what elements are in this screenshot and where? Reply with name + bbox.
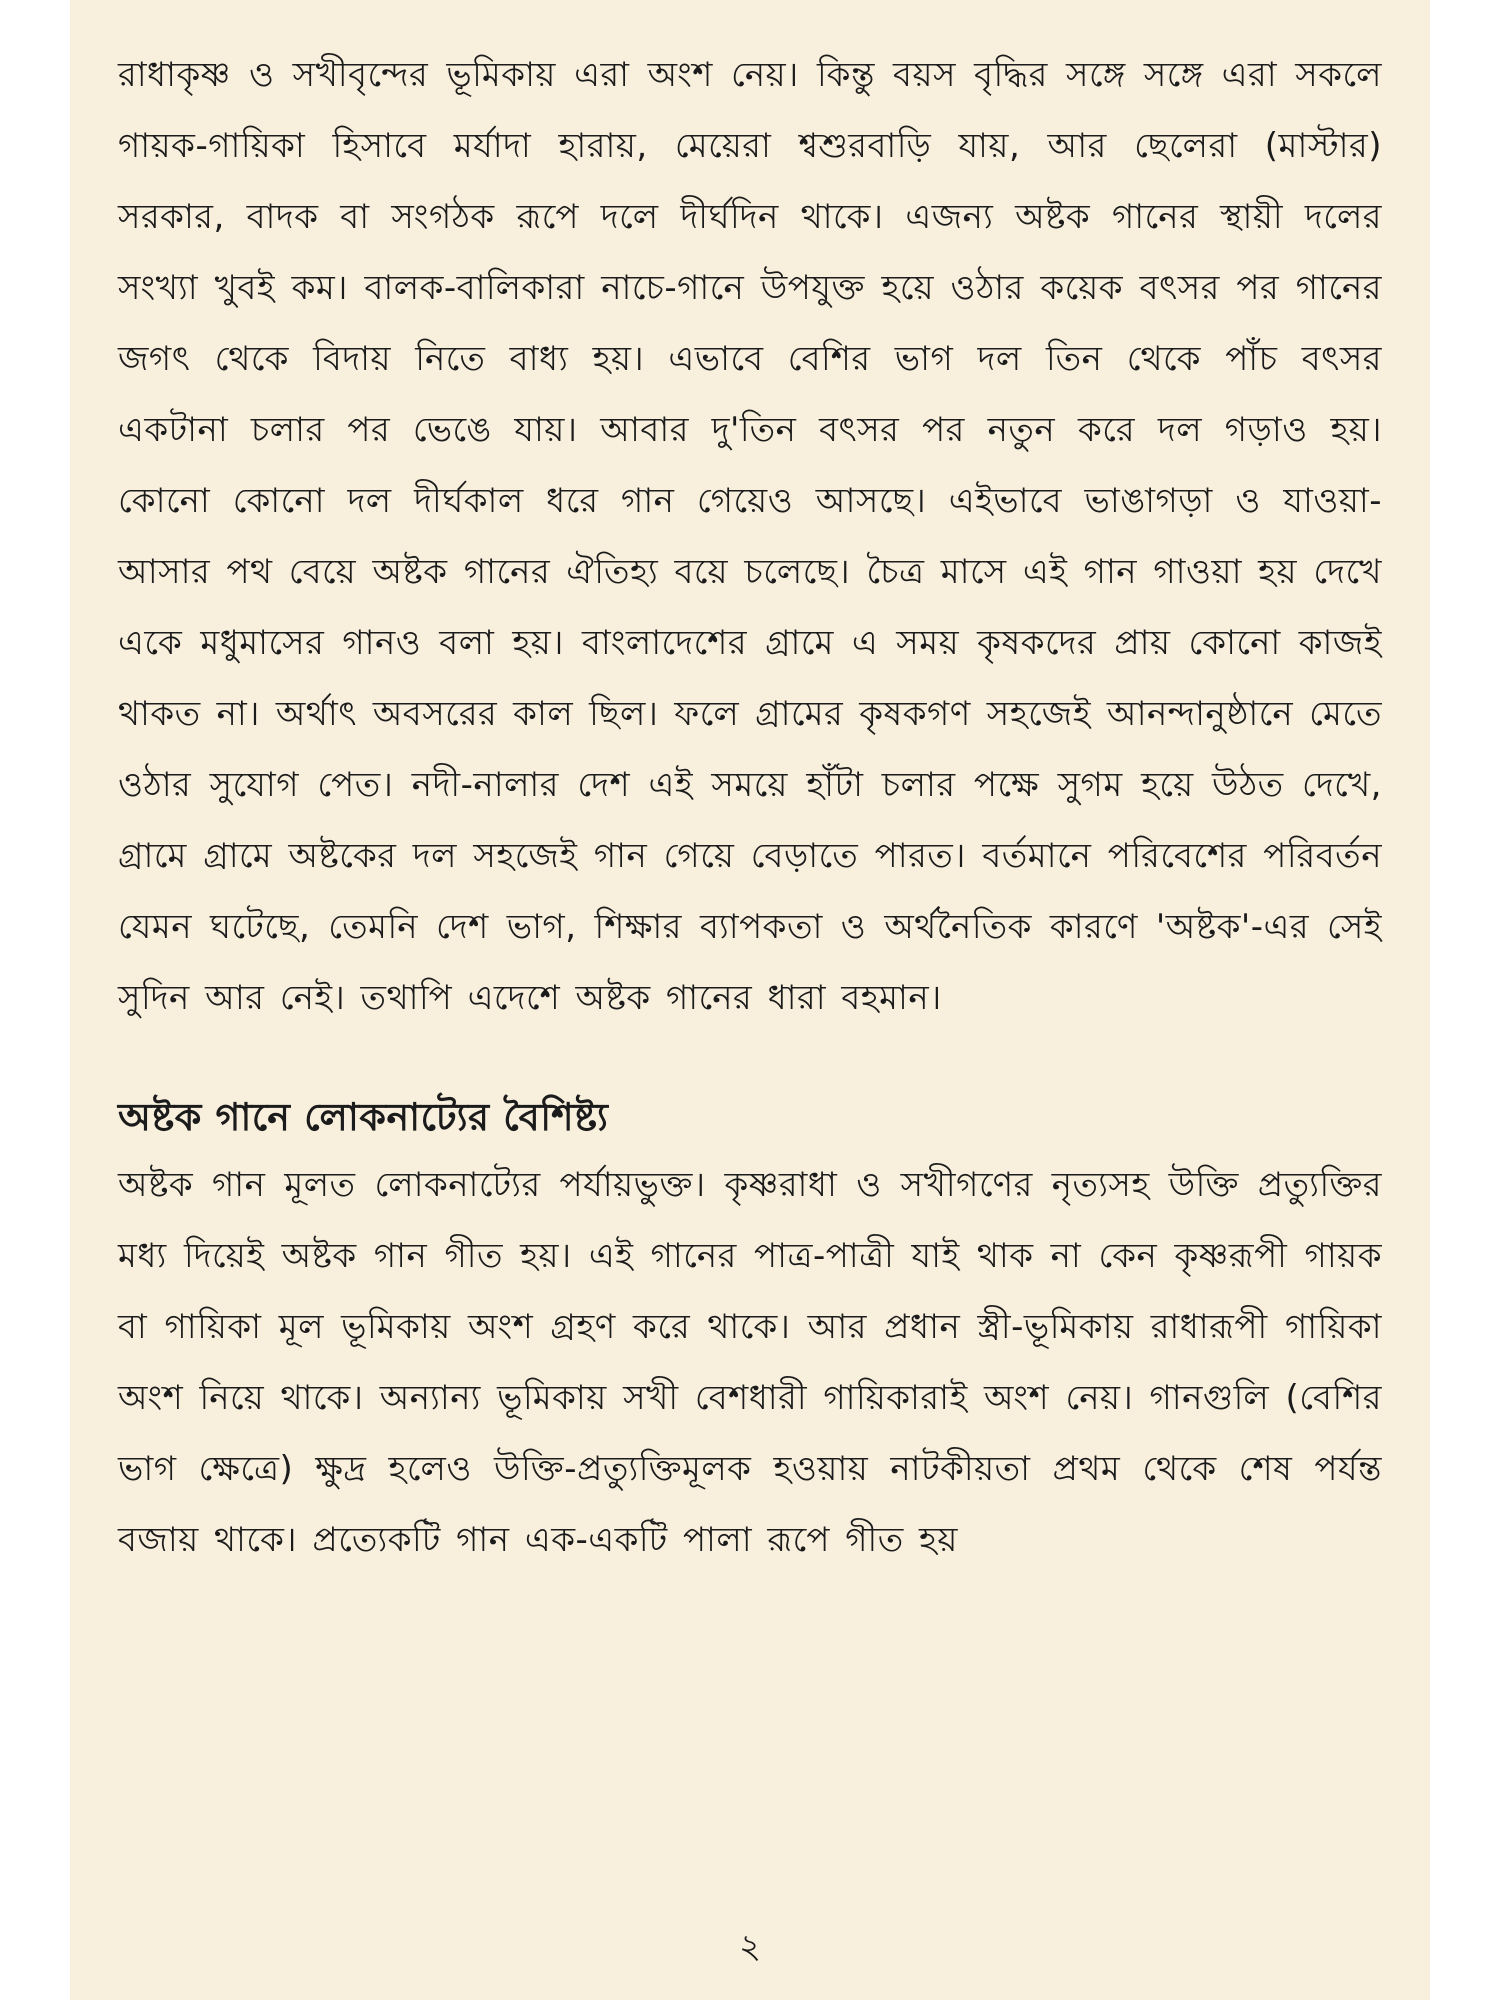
book-page (70, 0, 1430, 2000)
body-paragraph-2: অষ্টক গান মূলত লোকনাট্যের পর্যায়ভুক্ত। কৃষ্ণরাধা ও সখীগণের নৃত্যসহ উক্তি প্রত্যুক্তির মধ্য দিয়েই অষ্টক গান গীত হয়। এই গানের পাত্র-পাত্রী যাই থাক না কেন কৃষ্ণরূপী গায়ক বা গায়িকা মূল ভূমিকায় অংশ গ্রহণ করে থাকে। আর প্রধান স্ত্রী-ভূমিকায় রাধারূপী গায়িকা অংশ নিয়ে থাকে। অন্যান্য ভূমিকায় সখী বেশধারী গায়িকারাই অংশ নেয়। গানগুলি (বেশির ভাগ ক্ষেত্রে) ক্ষুদ্র হলেও উক্তি-প্রত্যুক্তিমূলক হওয়ায় নাটকীয়তা প্রথম থেকে শেষ পর্যন্ত বজায় থাকে। প্রত্যেকটি গান এক-একটি পালা রূপে গীত হয় (118, 1165, 1382, 1560)
page-number: ২ (738, 1927, 762, 1967)
body-paragraph-1: রাধাকৃষ্ণ ও সখীবৃন্দের ভূমিকায় এরা অংশ নেয়। কিন্তু বয়স বৃদ্ধির সঙ্গে সঙ্গে এরা সকলে গায়ক-গায়িকা হিসাবে মর্যাদা হারায়, মেয়েরা শ্বশুরবাড়ি যায়, আর ছেলেরা (মাস্টার) সরকার, বাদক বা সংগঠক রূপে দলে দীর্ঘদিন থাকে। এজন্য অষ্টক গানের স্থায়ী দলের সংখ্যা খুবই কম। বালক-বালিকারা নাচে-গানে উপযুক্ত হয়ে ওঠার কয়েক বৎসর পর গানের জগৎ থেকে বিদায় নিতে বাধ্য হয়। এভাবে বেশির ভাগ দল তিন থেকে পাঁচ বৎসর একটানা চলার পর ভেঙে যায়। আবার দু'তিন বৎসর পর নতুন করে দল গড়াও হয়। কোনো কোনো দল দীর্ঘকাল ধরে গান গেয়েও আসছে। এইভাবে ভাঙাগড়া ও যাওয়া-আসার পথ বেয়ে অষ্টক গানের ঐতিহ্য বয়ে চলেছে। চৈত্র মাসে এই গান গাওয়া হয় দেখে একে মধুমাসের গানও বলা হয়। বাংলাদেশের গ্রামে এ সময় কৃষকদের প্রায় কোনো কাজই থাকত না। অর্থাৎ অবসরের কাল ছিল। ফলে গ্রামের কৃষকগণ সহজেই আনন্দানুষ্ঠানে মেতে ওঠার সুযোগ পেত। নদী-নালার দেশ এই সময়ে হাঁটা চলার পক্ষে সুগম হয়ে উঠত দেখে, গ্রামে গ্রামে অষ্টকের দল সহজেই গান গেয়ে বেড়াতে পারত। বর্তমানে পরিবেশের পরিবর্তন যেমন ঘটেছে, তেমনি দেশ ভাগ, শিক্ষার ব্যাপকতা ও অর্থনৈতিক কারণে 'অষ্টক'-এর সেই সুদিন আর নেই। তথাপি এদেশে অষ্টক গানের ধারা বহমান। (118, 55, 1382, 1018)
section-heading: অষ্টক গানে লোকনাট্যের বৈশিষ্ট্য (118, 1095, 609, 1139)
